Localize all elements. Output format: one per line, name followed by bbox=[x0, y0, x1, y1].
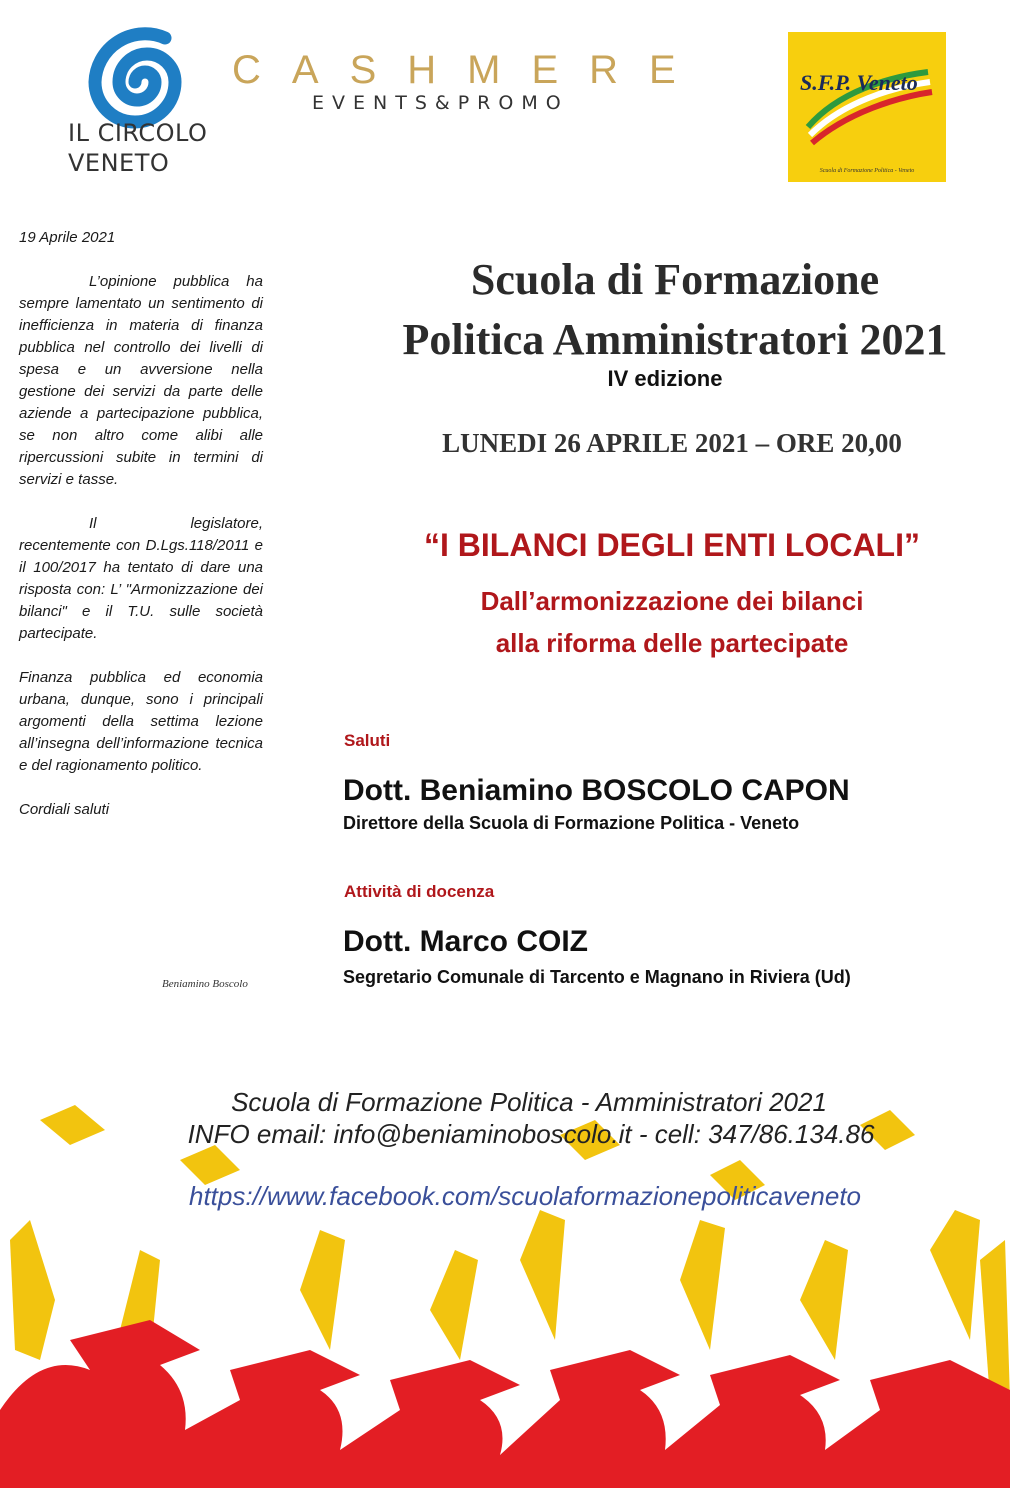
speaker-description: Direttore della Scuola di Formazione Politica - Veneto bbox=[343, 813, 800, 833]
event-title-line-1: Scuola di Formazione bbox=[470, 255, 880, 304]
footer-school-name: Scuola di Formazione Politica - Amministratori 2021 bbox=[231, 1087, 827, 1117]
circolo-logo-text: IL CIRCOLO VENETO bbox=[68, 119, 208, 177]
event-title bbox=[330, 250, 1010, 370]
footer-contact-info: INFO email: info@beniaminoboscolo.it - cell: 347/86.134.86 bbox=[187, 1119, 875, 1149]
speaker-name: Dott. Marco COIZ bbox=[343, 925, 588, 958]
sfp-logo-subtitle: Scuola di Formazione Politica - Veneto bbox=[819, 168, 915, 174]
lesson-subtitle-line-2: alla riforma delle partecipate bbox=[495, 628, 849, 658]
event-edition: IV edizione bbox=[607, 366, 723, 391]
cashmere-logo-word: CASHMERE bbox=[232, 48, 707, 92]
event-datetime: LUNEDI 26 APRILE 2021 – ORE 20,00 bbox=[442, 428, 902, 458]
letter-paragraph-2: Il legislatore, recentemente con D.Lgs.118/2011 e il 100/2017 ha tentato di dare una risposta con: L’ "Armonizzazione dei bilanci" e il T.U. sulle società partecipate. bbox=[19, 515, 263, 642]
cashmere-logo-subtitle: EVENTS&PROMO bbox=[312, 92, 569, 114]
lesson-subtitle bbox=[330, 580, 1010, 664]
speaker-role-docenza: Attività di docenza bbox=[344, 882, 495, 901]
event-title-line-2: Politica Amministratori 2021 bbox=[402, 315, 948, 364]
sfp-logo-title: S.F.P. Veneto bbox=[800, 70, 918, 95]
letter-paragraph-1: L’opinione pubblica ha sempre lamentato un sentimento di inefficienza in materia di finanza pubblica nel controllo dei livelli di spesa e un avversione nella gestione dei servizi da parte delle aziende a partecipazione pubblica, se non altro come alibi alle ripercussioni subite in termini di servizi e tasse. bbox=[19, 273, 263, 488]
sfp-veneto-logo bbox=[788, 32, 946, 182]
letter-paragraph-3: Finanza pubblica ed economia urbana, dunque, sono i principali argomenti della settima lezione all’insegna dell’informazione tecnica e del ragionamento politico. bbox=[19, 669, 263, 774]
graduates-silhouettes-icon bbox=[0, 1320, 1010, 1488]
facebook-link[interactable]: https://www.facebook.com/scuolaformazionepoliticaveneto bbox=[188, 1181, 861, 1211]
graduation-crowd-illustration bbox=[0, 1100, 1010, 1488]
handwritten-signature: Beniamino Boscolo bbox=[162, 978, 248, 990]
speaker-description: Segretario Comunale di Tarcento e Magnano in Riviera (Ud) bbox=[343, 967, 851, 987]
speaker-role-saluti: Saluti bbox=[344, 731, 391, 750]
flag-swoosh-icon bbox=[788, 32, 946, 182]
lesson-subtitle-line-1: Dall’armonizzazione dei bilanci bbox=[480, 586, 864, 616]
letter-closing: Cordiali saluti bbox=[19, 801, 110, 818]
speaker-name: Dott. Beniamino BOSCOLO CAPON bbox=[343, 774, 850, 807]
letter-date: 19 Aprile 2021 bbox=[19, 229, 116, 246]
intro-letter bbox=[19, 227, 263, 821]
lesson-title: “I BILANCI DEGLI ENTI LOCALI” bbox=[424, 527, 920, 563]
